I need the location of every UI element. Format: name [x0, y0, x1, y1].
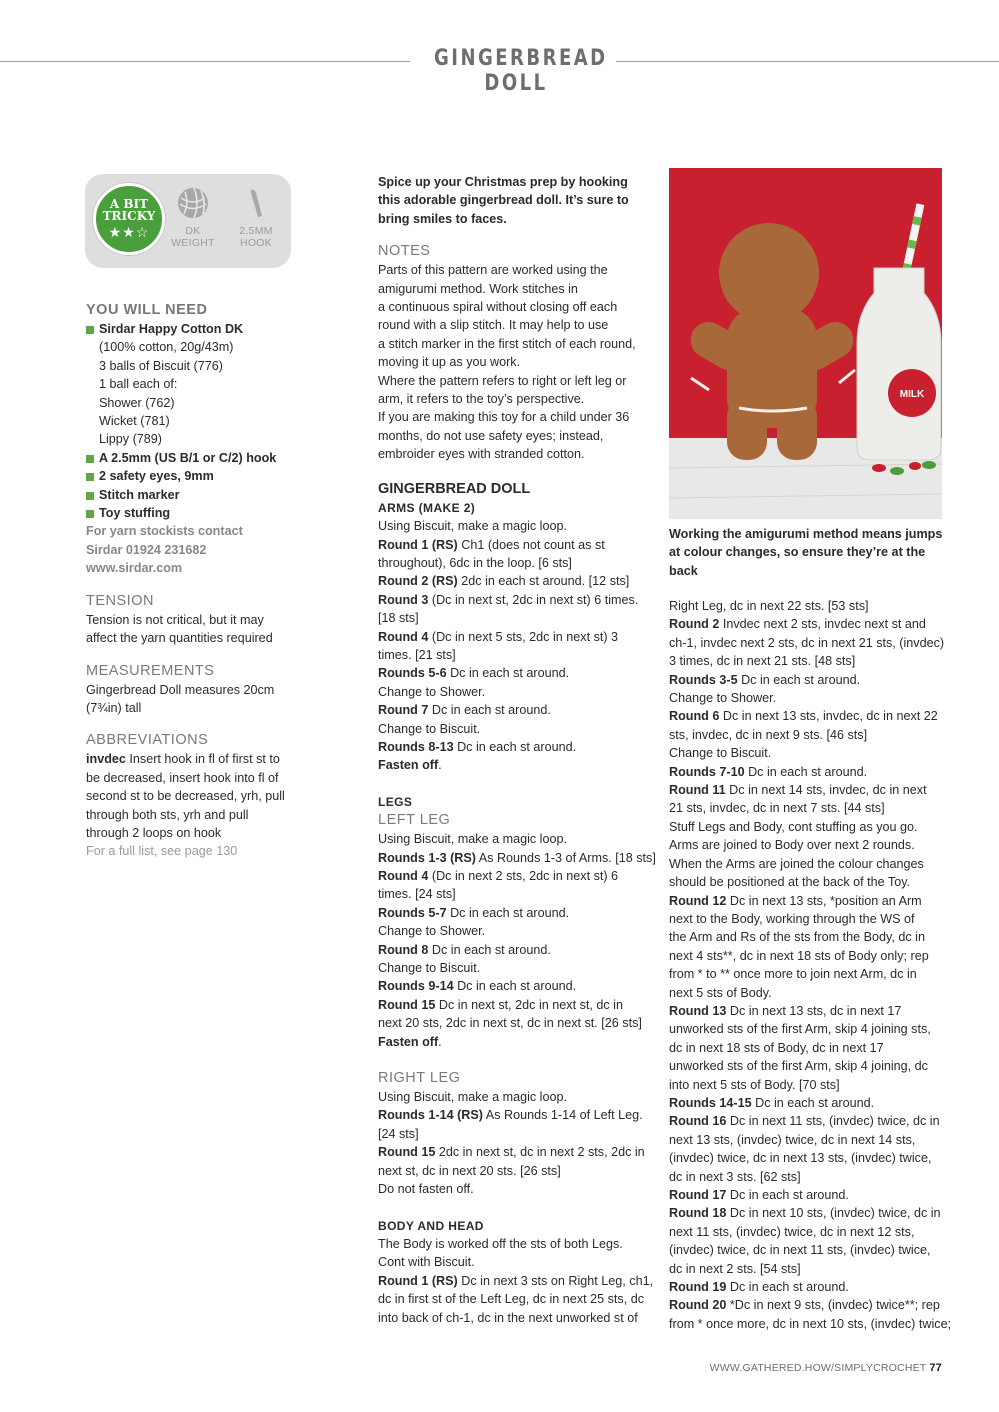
stockist-phone: Sirdar 01924 231682 — [86, 542, 207, 557]
list-item: Shower (762) — [99, 395, 175, 410]
pattern-line — [378, 738, 663, 756]
hook-size-label: HOOK — [239, 237, 273, 249]
round-label: Rounds 7-10 — [669, 764, 745, 779]
pattern-line: into next 5 sts of Body. [70 sts] — [669, 1077, 840, 1092]
page-footer — [700, 1362, 942, 1374]
spacer — [378, 228, 663, 242]
pattern-line: Change to Shower. — [378, 924, 486, 939]
round-text: Dc in each st around. — [428, 703, 551, 718]
pattern-line: times. [24 sts] — [378, 887, 456, 902]
abbreviation-entry — [86, 750, 306, 768]
pattern-line: next 4 sts**, dc in next 18 sts of Body only; rep — [669, 948, 929, 963]
pattern-line — [669, 763, 954, 781]
round-label: Round 16 — [669, 1114, 727, 1129]
abbr-def: Insert hook in fl of first st to — [125, 752, 280, 767]
pattern-line — [669, 1094, 954, 1112]
pattern-line: Using Biscuit, make a magic loop. — [378, 519, 567, 534]
page-number: 77 — [929, 1362, 942, 1374]
notes-line: round with a slip stitch. It may help to use — [378, 318, 609, 333]
notes-line: a stitch marker in the first stitch of each round, — [378, 336, 636, 351]
round-label: Round 2 — [669, 617, 720, 632]
difficulty-seal — [93, 183, 165, 255]
round-label: Round 11 — [669, 783, 726, 798]
round-label: Round 17 — [669, 1188, 727, 1202]
pattern-line: Using Biscuit, make a magic loop. — [378, 832, 567, 847]
round-text: Dc in each st around. — [744, 764, 868, 779]
pattern-line: dc in first st of the Left Leg, dc in next 25 sts, dc — [378, 1292, 645, 1307]
round-text: (Dc in next st, 2dc in next st) 6 times. — [428, 592, 639, 607]
footer-url[interactable]: WWW.GATHERED.HOW/SIMPLYCROCHET — [709, 1362, 927, 1374]
round-label: Round 12 — [669, 893, 727, 908]
pattern-line — [669, 615, 954, 633]
measurements-text: (7¾in) tall — [86, 700, 142, 715]
round-label: Round 19 — [669, 1280, 727, 1295]
notes-line: a continuous spiral without closing off each — [378, 300, 618, 315]
list-item: Wicket (781) — [99, 414, 170, 429]
round-label: Fasten off — [378, 1034, 439, 1049]
abbr-def-line: through 2 loops on hook — [86, 825, 222, 840]
round-text: . — [438, 1034, 442, 1049]
round-text: (Dc in next 2 sts, 2dc in next st) 6 — [428, 869, 619, 883]
left-column — [86, 301, 306, 861]
pattern-line: from * to ** once more to join next Arm, dc in — [669, 967, 917, 982]
pattern-line: throughout), 6dc in the loop. [6 sts] — [378, 555, 572, 570]
round-label: Rounds 1-3 (RS) — [378, 850, 476, 865]
legs-heading: LEGS — [378, 794, 413, 809]
round-text: As Rounds 1-3 of Arms. [18 sts] — [475, 850, 656, 865]
spacer — [86, 578, 306, 592]
spacer — [378, 464, 663, 480]
notes-line: arm, it refers to the toy’s perspective. — [378, 392, 585, 407]
pattern-line — [378, 849, 663, 867]
round-label: Round 15 — [378, 997, 436, 1012]
notes-line: months, do not use safety eyes; instead, — [378, 428, 604, 443]
pattern-line: times. [21 sts] — [378, 647, 456, 662]
list-item: (100% cotton, 20g/43m) — [99, 340, 234, 355]
round-text: Dc in each st around. — [737, 672, 861, 687]
round-text: Dc in each st around. — [428, 942, 551, 957]
tension-text: affect the yarn quantities required — [86, 631, 273, 646]
list-item: 2 safety eyes, 9mm — [86, 467, 306, 485]
pattern-line: dc in next 18 sts of Body, dc in next 17 — [669, 1040, 884, 1055]
pattern-line — [378, 536, 663, 554]
pattern-line — [378, 1033, 663, 1051]
materials-list — [86, 320, 306, 522]
round-text: As Rounds 1-14 of Left Leg. — [482, 1108, 643, 1123]
yarn-weight-label: WEIGHT — [171, 237, 215, 249]
round-text: Dc in each st around. — [453, 739, 577, 754]
intro-line: Spice up your Christmas prep by hooking — [378, 175, 628, 189]
round-label: Round 6 — [669, 709, 720, 724]
round-text: Dc in each st around. — [751, 1095, 875, 1110]
difficulty-label: A BIT TRICKY — [102, 197, 156, 223]
round-label: Round 20 — [669, 1298, 727, 1313]
round-label: Rounds 9-14 — [378, 979, 454, 994]
pattern-line: should be positioned at the back of the Toy. — [669, 875, 911, 890]
pattern-line: Do not fasten off. — [378, 1182, 474, 1197]
measurements-heading: MEASUREMENTS — [86, 662, 215, 679]
caption-line: at colour changes, so ensure they’re at the back — [669, 545, 926, 578]
pattern-line — [669, 1002, 954, 1020]
round-label: Round 4 — [378, 869, 429, 883]
yarn-weight-value: DK — [185, 225, 201, 237]
round-label: Round 4 — [378, 629, 429, 644]
round-text: Dc in each st around. — [446, 905, 570, 920]
round-text: 2dc in each st around. [12 sts] — [457, 574, 630, 589]
pattern-line: (invdec) twice, dc in next 11 sts, (invdec) twice, — [669, 1243, 931, 1258]
right-leg-heading: RIGHT LEG — [378, 1070, 461, 1087]
notes-line: Where the pattern refers to right or left leg or — [378, 373, 627, 388]
round-text: Dc in next 11 sts, (invdec) twice, dc in — [726, 1114, 940, 1129]
round-text: Dc in next 13 sts, invdec, dc in next 22 — [719, 709, 938, 724]
pattern-line: next st, dc in next 20 sts. [26 sts] — [378, 1163, 561, 1178]
spacer — [378, 1051, 663, 1069]
pattern-line: Cont with Biscuit. — [378, 1255, 475, 1270]
page-title: GINGERBREAD DOLL — [434, 46, 608, 96]
pattern-line: from * once more, dc in next 10 sts, (invdec) twice; — [669, 1316, 952, 1331]
pattern-line — [669, 892, 954, 910]
pattern-line — [669, 707, 954, 725]
notes-heading: NOTES — [378, 243, 431, 260]
middle-column — [378, 173, 663, 1327]
pattern-line — [378, 664, 663, 682]
pattern-line: sts, invdec, dc in next 9 sts. [46 sts] — [669, 727, 868, 742]
yarn-ball-icon — [176, 186, 210, 220]
pattern-line: 3 times, dc in next 21 sts. [48 sts] — [669, 654, 856, 669]
round-label: Round 18 — [669, 1206, 727, 1221]
notes-line: moving it up as you work. — [378, 355, 521, 370]
pattern-line: Using Biscuit, make a magic loop. — [378, 1090, 567, 1105]
pattern-line — [378, 591, 663, 609]
round-text: . — [438, 758, 442, 773]
abbr-def-line: through both sts, yrh and pull — [86, 807, 249, 822]
pattern-line: into back of ch-1, dc in the next unworked st of — [378, 1310, 638, 1325]
abbr-def-line: second st to be decreased, yrh, pull — [86, 789, 285, 804]
round-label: Rounds 14-15 — [669, 1095, 752, 1110]
round-label: Rounds 8-13 — [378, 739, 454, 754]
pattern-line: Change to Biscuit. — [378, 961, 481, 976]
round-text: Dc in next 14 sts, invdec, dc in next — [725, 783, 927, 798]
pattern-line — [378, 1272, 663, 1290]
pattern-line — [669, 671, 954, 689]
difficulty-stars: ★★☆ — [108, 224, 150, 240]
pattern-line — [378, 701, 663, 719]
round-text: Dc in each st around. — [453, 979, 577, 994]
pattern-line: (invdec) twice, dc in next 13 sts, (invdec) twice, — [669, 1151, 932, 1166]
round-text: Dc in each st around. — [726, 1188, 849, 1202]
hook-size — [233, 186, 279, 249]
crochet-hook-icon — [239, 186, 273, 220]
you-will-need-heading: YOU WILL NEED — [86, 302, 208, 318]
pattern-line: Change to Biscuit. — [378, 721, 481, 736]
pattern-line: the Arm and Rs of the sts from the Body, dc in — [669, 930, 925, 945]
skill-badge — [85, 174, 291, 268]
pattern-line — [669, 1296, 954, 1314]
round-label: Round 7 — [378, 703, 429, 718]
notes-line: If you are making this toy for a child under 36 — [378, 410, 630, 425]
intro-line: this adorable gingerbread doll. It’s sure to — [378, 193, 629, 208]
round-text: (Dc in next 5 sts, 2dc in next st) 3 — [428, 629, 619, 644]
pattern-line: unworked sts of the first Arm, skip 4 joining sts, — [669, 1022, 931, 1037]
abbr-def-line: be decreased, insert hook into fl of — [86, 770, 279, 785]
pattern-line: dc in next 3 sts. [62 sts] — [669, 1169, 801, 1184]
caption-line: Working the amigurumi method means jumps — [669, 527, 943, 541]
pattern-line: dc in next 2 sts. [54 sts] — [669, 1261, 801, 1276]
photo-caption — [669, 525, 954, 580]
round-label: Round 13 — [669, 1003, 727, 1018]
left-leg-heading: LEFT LEG — [378, 812, 451, 829]
list-item: 1 ball each of: — [99, 377, 178, 392]
list-item: 3 balls of Biscuit (776) — [99, 358, 223, 373]
hook-size-value: 2.5MM — [239, 225, 273, 237]
tension-heading: TENSION — [86, 592, 154, 609]
pattern-line — [378, 977, 663, 995]
pattern-line — [378, 1143, 663, 1161]
round-label: Round 1 (RS) — [378, 537, 458, 552]
pattern-line: Arms are joined to Body over next 2 rounds. — [669, 838, 915, 853]
pattern-line: ch-1, invdec next 2 sts, dc in next 21 sts, (invdec) — [669, 635, 945, 650]
round-text: Dc in next 10 sts, (invdec) twice, dc in — [726, 1206, 941, 1221]
pattern-line: next to the Body, working through the WS of — [669, 911, 915, 926]
pattern-line: [24 sts] — [378, 1126, 419, 1141]
round-label: Rounds 3-5 — [669, 672, 738, 687]
pattern-line: next 11 sts, (invdec) twice, dc in next 12 sts, — [669, 1224, 915, 1239]
round-label: Rounds 5-6 — [378, 666, 447, 681]
round-text: *Dc in next 9 sts, (invdec) twice**; rep — [726, 1298, 940, 1313]
pattern-line — [378, 628, 663, 646]
round-text: Dc in each st around. — [446, 666, 570, 681]
abbr-term: invdec — [86, 752, 126, 767]
round-text: Dc in next 3 sts on Right Leg, ch1, — [457, 1273, 654, 1288]
list-item: Toy stuffing — [86, 504, 306, 522]
pattern-line: unworked sts of the first Arm, skip 4 joining, dc — [669, 1059, 928, 1074]
pattern-line — [378, 904, 663, 922]
pattern-line — [378, 867, 663, 885]
round-label: Round 15 — [378, 1145, 436, 1160]
abbreviations-heading: ABBREVIATIONS — [86, 732, 209, 749]
tension-text: Tension is not critical, but it may — [86, 612, 264, 627]
round-text: Dc in each st around. — [726, 1280, 849, 1295]
spacer — [378, 775, 663, 793]
arms-heading: ARMS (MAKE 2) — [378, 500, 476, 515]
pattern-line: Change to Shower. — [378, 684, 486, 699]
body-head-heading: BODY AND HEAD — [378, 1218, 484, 1233]
measurements-text: Gingerbread Doll measures 20cm — [86, 682, 275, 697]
pattern-line: The Body is worked off the sts of both Legs. — [378, 1236, 623, 1251]
round-text: Ch1 (does not count as st — [457, 537, 605, 552]
header-rule-left — [0, 61, 410, 62]
round-label: Round 3 — [378, 592, 429, 607]
yarn-weight — [170, 186, 216, 249]
round-text: 2dc in next st, dc in next 2 sts, 2dc in — [435, 1145, 645, 1160]
round-text: Invdec next 2 sts, invdec next st and — [719, 617, 926, 632]
intro-line: bring smiles to faces. — [378, 211, 507, 226]
pattern-title: GINGERBREAD DOLL — [378, 480, 531, 497]
round-label: Round 8 — [378, 942, 429, 957]
photo-illustration — [669, 168, 942, 519]
pattern-line: Change to Shower. — [669, 691, 777, 706]
round-label: Rounds 1-14 (RS) — [378, 1108, 483, 1123]
pattern-line: When the Arms are joined the colour changes — [669, 856, 924, 871]
pattern-line — [378, 756, 663, 774]
list-item: A 2.5mm (US B/1 or C/2) hook — [86, 449, 306, 467]
list-item: Stitch marker — [86, 486, 306, 504]
pattern-line — [378, 996, 663, 1014]
header-rule-right — [616, 61, 999, 62]
spacer — [86, 717, 306, 731]
pattern-line: next 5 sts of Body. — [669, 985, 772, 1000]
gingerbread-doll-photo — [669, 168, 942, 519]
right-column — [669, 597, 954, 1333]
pattern-line — [669, 1186, 954, 1204]
list-item: Sirdar Happy Cotton DK — [86, 320, 306, 338]
round-text: Dc in next 13 sts, dc in next 17 — [726, 1003, 902, 1018]
stockist-line: For yarn stockists contact — [86, 524, 243, 539]
pattern-line — [669, 1112, 954, 1130]
round-label: Round 2 (RS) — [378, 574, 458, 589]
notes-line: amigurumi method. Work stitches in — [378, 281, 578, 296]
pattern-line: [18 sts] — [378, 611, 419, 626]
round-label: Fasten off — [378, 758, 439, 773]
round-text: Dc in next 13 sts, *position an Arm — [726, 893, 922, 908]
pattern-line — [669, 1204, 954, 1222]
pattern-line: next 13 sts, (invdec) twice, dc in next 14 sts, — [669, 1132, 916, 1147]
pattern-line — [669, 781, 954, 799]
pattern-line — [669, 1278, 954, 1296]
milk-label: MILK — [899, 389, 925, 400]
pattern-line: Stuff Legs and Body, cont stuffing as you go. — [669, 819, 918, 834]
notes-line: Parts of this pattern are worked using the — [378, 263, 608, 278]
pattern-line: Change to Biscuit. — [669, 746, 772, 761]
pattern-line: next 20 sts, 2dc in next st, dc in next st. [26 sts] — [378, 1016, 642, 1031]
pattern-line: 21 sts, invdec, dc in next 7 sts. [44 sts] — [669, 801, 885, 816]
stockist-url[interactable]: www.sirdar.com — [86, 561, 183, 576]
list-item: Lippy (789) — [99, 432, 163, 447]
pattern-line — [378, 1106, 663, 1124]
notes-line: embroider eyes with stranded cotton. — [378, 447, 585, 462]
pattern-line — [378, 941, 663, 959]
round-label: Round 1 (RS) — [378, 1273, 458, 1288]
round-text: Dc in next st, 2dc in next st, dc in — [435, 997, 623, 1012]
round-label: Rounds 5-7 — [378, 905, 447, 920]
spacer — [86, 648, 306, 662]
pattern-line — [378, 572, 663, 590]
pattern-line: Right Leg, dc in next 22 sts. [53 sts] — [669, 599, 869, 613]
spacer — [378, 1199, 663, 1217]
full-list-note: For a full list, see page 130 — [86, 844, 238, 859]
